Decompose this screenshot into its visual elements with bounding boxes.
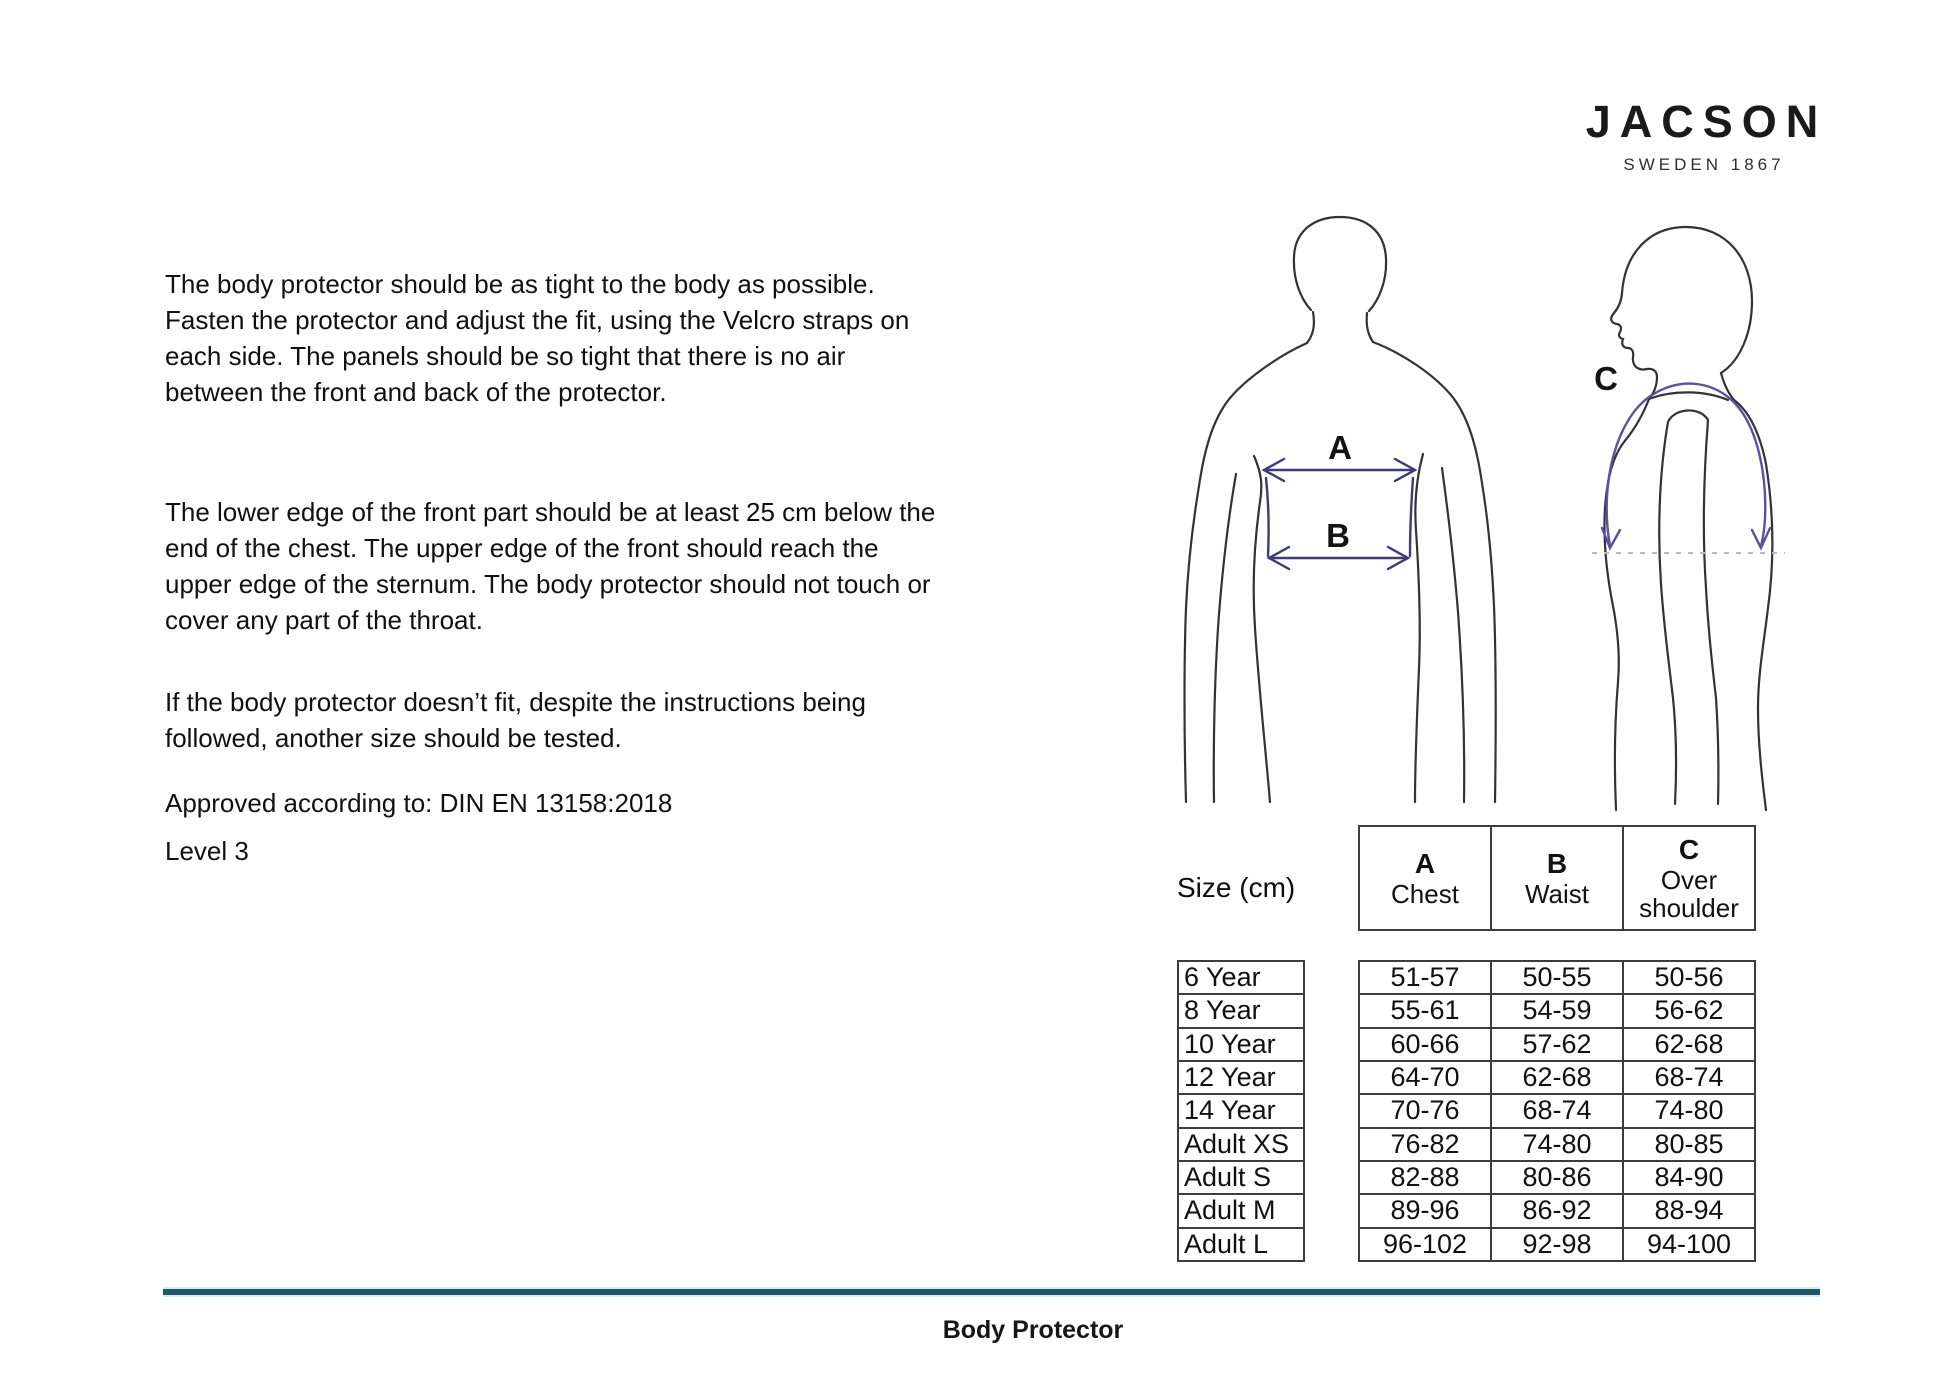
left-inner-arm <box>1214 474 1236 802</box>
measurement-cell-over_shoulder: 62-68 <box>1622 1029 1754 1060</box>
arm-front-edge <box>1659 422 1676 804</box>
measurement-cell-chest: 51-57 <box>1390 962 1460 993</box>
arm-back-edge <box>1704 420 1719 804</box>
header-cell-a <box>1360 827 1490 929</box>
paragraph-resize: If the body protector doesn’t fit, despite the instructions being followed, another size should be tested. <box>165 687 866 753</box>
size-label: 10 Year <box>1184 1028 1276 1059</box>
column-letter: B <box>1546 848 1568 879</box>
size-label: Adult XS <box>1184 1128 1290 1159</box>
measurement-cell-chest: 70-76 <box>1390 1095 1460 1126</box>
approval-level: Level 3 <box>165 836 249 866</box>
column-letter: A <box>1414 848 1436 879</box>
measurement-row <box>1360 962 1754 993</box>
size-label: Adult S <box>1184 1162 1272 1193</box>
brand-logo <box>1578 96 1826 175</box>
size-column-header: Size (cm) <box>1177 872 1296 903</box>
measurement-row <box>1360 1127 1754 1160</box>
brand-name: JACSON <box>1585 96 1828 147</box>
size-label-table <box>1177 960 1305 1262</box>
column-name: Waist <box>1524 879 1590 909</box>
size-label-row <box>1179 1160 1303 1193</box>
measurement-cell-waist: 57-62 <box>1490 1029 1622 1060</box>
size-label-row <box>1179 993 1303 1026</box>
size-label: Adult M <box>1184 1195 1276 1226</box>
size-label-row <box>1179 1193 1303 1226</box>
right-shoulder-arm <box>1373 342 1496 802</box>
measurement-cell-chest: 64-70 <box>1390 1062 1460 1093</box>
size-label-row <box>1179 962 1303 993</box>
size-label-row <box>1179 1227 1303 1260</box>
column-name: Chest <box>1391 879 1459 909</box>
measurement-table <box>1358 960 1756 1262</box>
measurement-cell-chest: 96-102 <box>1382 1228 1468 1259</box>
left-shoulder-arm <box>1185 343 1308 802</box>
side-body-outline <box>1604 227 1772 810</box>
paragraph-fit: The body protector should be as tight to the body as possible. Fasten the protector and adjust the fit, using the Velcro straps on each side. The panels should be so tight that there is no air between the front and back of the protector. <box>165 269 910 407</box>
neck-right <box>1367 313 1373 342</box>
size-label: 14 Year <box>1184 1095 1276 1126</box>
measurement-cell-waist: 62-68 <box>1490 1062 1622 1093</box>
back-contour <box>1734 400 1772 810</box>
head-profile-outline <box>1611 227 1752 377</box>
head-outline <box>1294 217 1386 311</box>
measurement-cell-waist: 92-98 <box>1490 1229 1622 1260</box>
size-label: 8 Year <box>1184 995 1261 1026</box>
over-shoulder-arrow-c <box>1602 384 1770 548</box>
measurement-row <box>1360 1093 1754 1126</box>
shoulder-top <box>1649 392 1728 400</box>
measurement-row <box>1360 1160 1754 1193</box>
measurement-cell-waist: 54-59 <box>1490 995 1622 1026</box>
size-label: 12 Year <box>1184 1062 1276 1093</box>
measurement-cell-over_shoulder: 80-85 <box>1622 1129 1754 1160</box>
label-c: C <box>1594 360 1618 397</box>
measurement-cell-waist: 86-92 <box>1490 1195 1622 1226</box>
measurement-cell-over_shoulder: 56-62 <box>1622 995 1754 1026</box>
front-body-diagram <box>1180 212 1520 812</box>
size-label-row <box>1179 1093 1303 1126</box>
label-a: A <box>1328 429 1352 466</box>
paragraph-edges: The lower edge of the front part should be at least 25 cm below the end of the chest. The upper edge of the front should reach the upper edge of the sternum. The body protector should not touch or cover any part of the throat. <box>165 497 936 635</box>
measure-band-left <box>1266 478 1269 556</box>
brand-tagline: SWEDEN 1867 <box>1623 155 1785 174</box>
size-label-row <box>1179 1027 1303 1060</box>
measurement-cell-over_shoulder: 68-74 <box>1622 1062 1754 1093</box>
neck-left <box>1307 312 1314 343</box>
measurement-cell-over_shoulder: 88-94 <box>1622 1195 1754 1226</box>
measurement-cell-waist: 68-74 <box>1490 1095 1622 1126</box>
size-label: 6 Year <box>1184 962 1261 993</box>
label-b: B <box>1326 517 1350 554</box>
measurement-cell-over_shoulder: 84-90 <box>1622 1162 1754 1193</box>
product-title: Body Protector <box>942 1316 1124 1344</box>
size-label-row <box>1179 1127 1303 1160</box>
measurement-cell-waist: 80-86 <box>1490 1162 1622 1193</box>
measurement-cell-chest: 60-66 <box>1390 1028 1460 1059</box>
measurement-row <box>1360 1027 1754 1060</box>
measurement-cell-chest: 55-61 <box>1390 995 1460 1026</box>
measurement-row <box>1360 1227 1754 1260</box>
measurement-row <box>1360 1060 1754 1093</box>
right-torso-side <box>1415 454 1423 802</box>
measurement-cell-over_shoulder: 50-56 <box>1622 962 1754 993</box>
column-letter: C <box>1678 834 1700 865</box>
header-cell-c <box>1622 827 1754 929</box>
measurement-cell-chest: 76-82 <box>1390 1128 1460 1159</box>
measurement-cell-waist: 50-55 <box>1490 962 1622 993</box>
measurement-cell-chest: 82-88 <box>1390 1162 1460 1193</box>
measurement-cell-over_shoulder: 94-100 <box>1622 1229 1754 1260</box>
size-table-header <box>1358 825 1756 931</box>
measurement-row <box>1360 1193 1754 1226</box>
measurement-cell-chest: 89-96 <box>1390 1195 1460 1226</box>
front-body-outline <box>1185 217 1496 802</box>
size-label: Adult L <box>1184 1228 1269 1259</box>
column-name: Over shoulder <box>1639 865 1739 923</box>
measurement-row <box>1360 993 1754 1026</box>
measurement-cell-waist: 74-80 <box>1490 1129 1622 1160</box>
armhole-curve <box>1668 410 1708 422</box>
side-body-diagram <box>1580 212 1820 812</box>
teal-divider <box>163 1289 1820 1295</box>
size-label-row <box>1179 1060 1303 1093</box>
right-inner-arm <box>1442 468 1464 802</box>
measurement-cell-over_shoulder: 74-80 <box>1622 1095 1754 1126</box>
header-cell-b <box>1490 827 1622 929</box>
approval-standard: Approved according to: DIN EN 13158:2018 <box>165 788 673 818</box>
measure-band-right <box>1410 478 1413 556</box>
